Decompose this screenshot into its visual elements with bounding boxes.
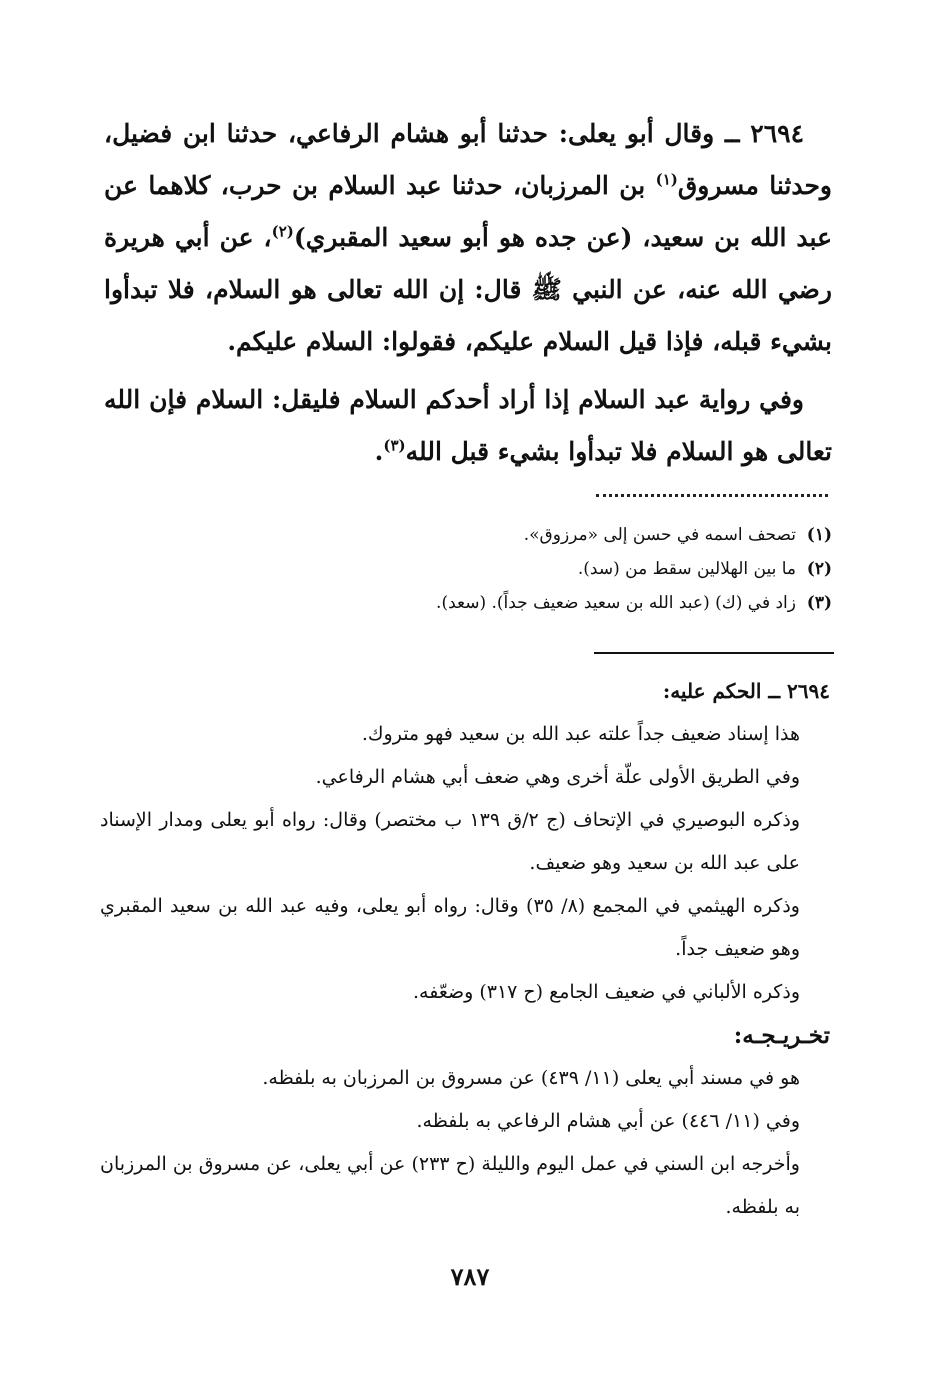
footnote-number: (٢) — [806, 559, 832, 579]
hadith-text-part: ٢٦٩٤ ــ وقال أبو يعلى: حدثنا أبو هشام الرفاعي، حدثنا ابن فضيل، وحدثنا مسروق — [104, 119, 833, 200]
footnote-text: ما بين الهلالين سقط من (سد). — [577, 559, 796, 579]
footnote-separator — [596, 494, 828, 497]
hadith-text-part: ، عن أبي هريرة رضي الله عنه، عن النبي ﷺ قال: إن الله تعالى هو السلام، فلا تبدأوا بشيء قبله، فإذا قيل السلام عليكم، فقولوا: السلام عليكم. — [104, 223, 832, 356]
footnote-ref-2: (٢) — [271, 222, 294, 241]
ruling-line: هذا إسناد ضعيف جداً علته عبد الله بن سعيد فهو متروك. — [361, 723, 800, 745]
ruling-line: وفي الطريق الأولى علّة أخرى وهي ضعف أبي هشام الرفاعي. — [315, 766, 800, 788]
commentary-section — [100, 670, 830, 1229]
ruling-line: وذكره البوصيري في الإتحاف (ج ٢/ق ١٣٩ ب مختصر) وقال: رواه أبو يعلى ومدار الإسناد على عبد الله بن سعيد وهو ضعيف. — [100, 809, 800, 874]
footnote-ref-1: (١) — [655, 170, 678, 189]
footnote-1 — [370, 518, 832, 552]
hadith-text — [104, 108, 832, 478]
ruling-heading: ٢٦٩٤ ــ الحكم عليه: — [662, 679, 830, 703]
ruling-line: وذكره الألباني في ضعيف الجامع (ح ٣١٧) وضعّفه. — [412, 981, 800, 1003]
takhrij-line: وفي (١١/ ٤٤٦) عن أبي هشام الرفاعي به بلفظه. — [416, 1110, 800, 1132]
takhrij-heading: تخـريـجـه: — [733, 1022, 830, 1049]
footnote-number: (٣) — [806, 593, 832, 613]
footnotes — [370, 518, 832, 620]
hadith-paragraph-2 — [104, 374, 832, 478]
footnote-2 — [370, 552, 832, 586]
footnote-ref-3: (٣) — [383, 436, 406, 455]
footnote-3 — [370, 586, 832, 620]
hadith-text-part: . — [374, 437, 384, 466]
section-separator — [594, 652, 834, 654]
hadith-text-part: وفي رواية عبد السلام إذا أراد أحدكم السلام فليقل: السلام فإن الله تعالى هو السلام فلا تبدأوا بشيء قبل الله — [104, 385, 832, 466]
hadith-paragraph-1 — [104, 108, 832, 368]
takhrij-line: وأخرجه ابن السني في عمل اليوم والليلة (ح ٢٣٣) عن أبي يعلى، عن مسروق بن المرزبان به بلفظه. — [100, 1153, 800, 1218]
hadith-text-part: بن المرزبان، حدثنا عبد السلام بن حرب، كلاهما عن عبد الله بن سعيد، (عن جده هو أبو سعيد المقبري) — [104, 171, 832, 252]
takhrij-line: هو في مسند أبي يعلى (١١/ ٤٣٩) عن مسروق بن المرزبان به بلفظه. — [262, 1067, 800, 1089]
page-number: ٧٨٧ — [450, 1262, 490, 1291]
footnote-number: (١) — [806, 525, 832, 545]
footnote-text: زاد في (ك) (عبد الله بن سعيد ضعيف جداً). (سعد). — [436, 593, 796, 613]
ruling-line: وذكره الهيثمي في المجمع (٨/ ٣٥) وقال: رواه أبو يعلى، وفيه عبد الله بن سعيد المقبري وهو ضعيف جداً. — [100, 895, 800, 960]
footnote-text: تصحف اسمه في حسن إلى «مرزوق». — [523, 525, 796, 545]
